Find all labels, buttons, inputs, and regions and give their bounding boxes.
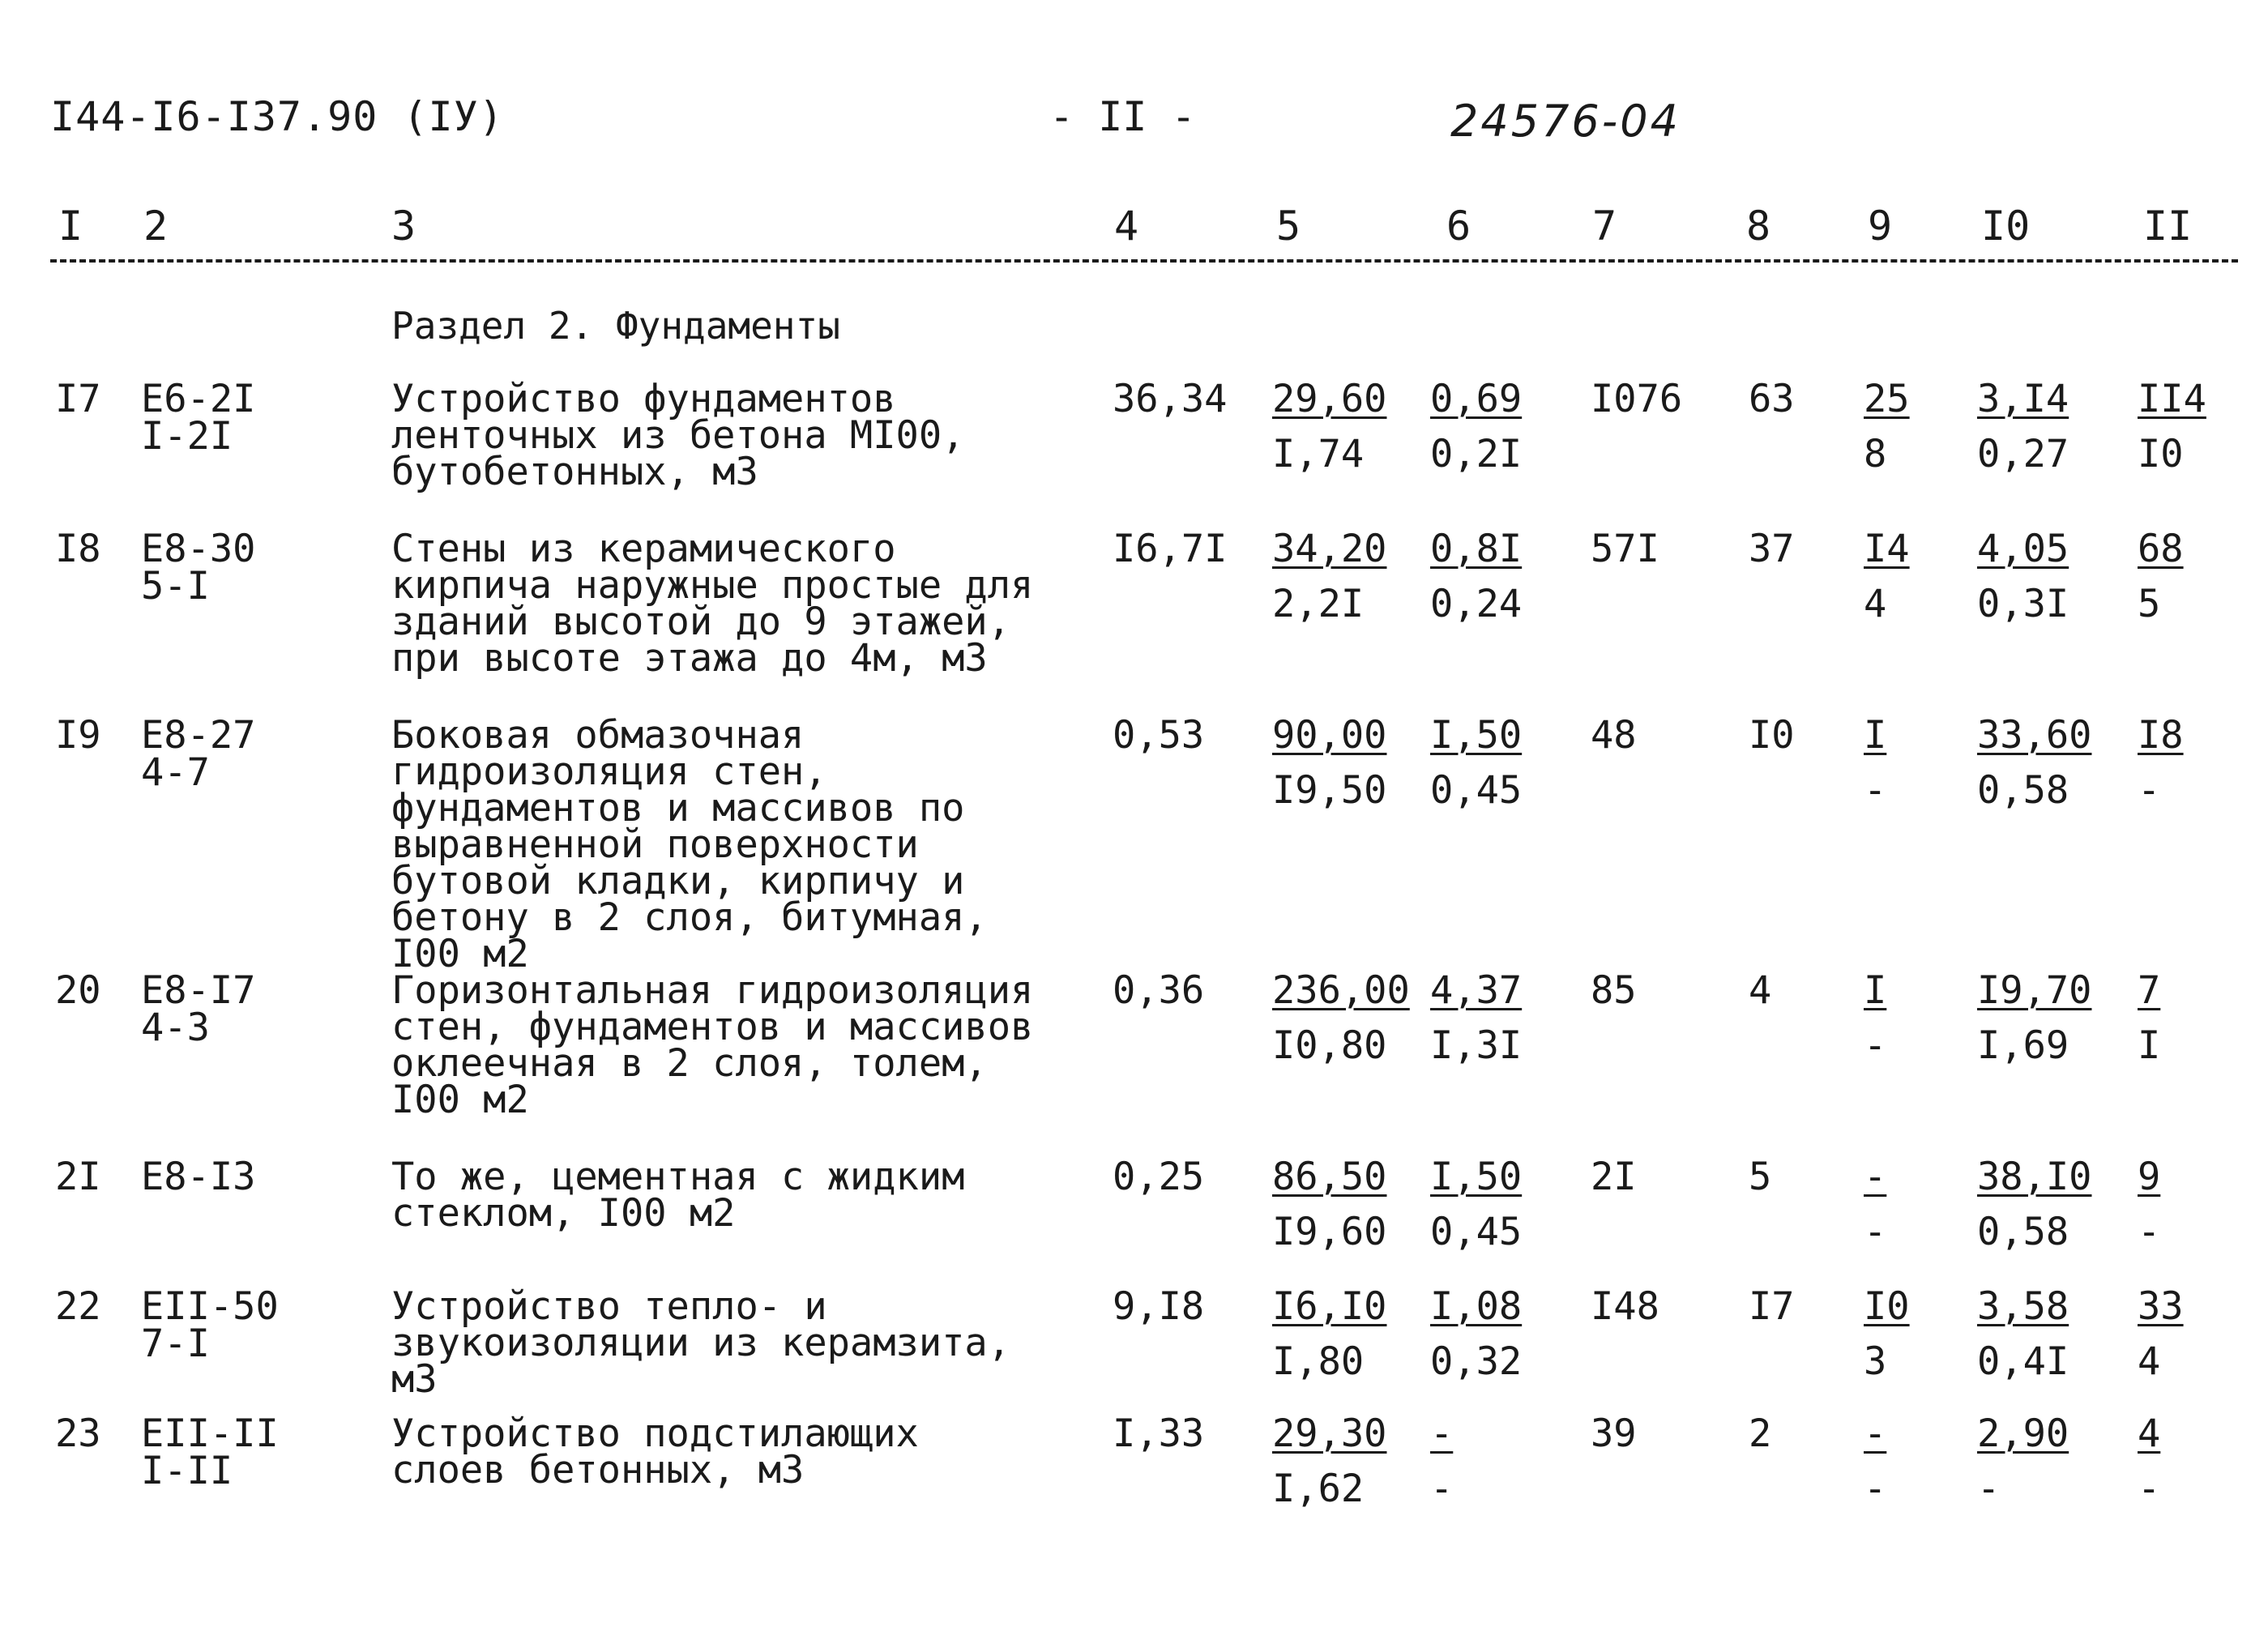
cell-col4: I,33 (1113, 1411, 1205, 1456)
cell-col4: 0,53 (1113, 713, 1205, 758)
cell-col4: 36,34 (1113, 377, 1228, 421)
handwritten-id: 24576-04 (1450, 96, 1681, 147)
cell-col11: 9 - (2138, 1155, 2161, 1254)
cell-col10: 2,90 - (1977, 1411, 2069, 1511)
page-number: - II - (1049, 93, 1196, 140)
cell-col11: $\frac{68}{5}$ (2138, 527, 2184, 626)
cell-col10: $\frac{3,58}{0,4I}$ (1977, 1284, 2069, 1384)
cell-col7: 39 (1591, 1411, 1637, 1456)
cell-col6: $\frac{0,69}{0,2I}$ (1430, 377, 1523, 476)
cell-col7: I076 (1591, 377, 1683, 421)
cell-col10: $\frac{38,I0}{0,58}$ (1977, 1155, 2092, 1254)
row-code: E8-27 4-7 (141, 713, 256, 795)
column-number-row (50, 203, 2238, 263)
column-number: 4 (1114, 203, 1139, 250)
column-number: 3 (391, 203, 416, 250)
row-description: То же, цементная с жидким стеклом, I00 м2 (391, 1155, 965, 1236)
row-code: EII-50 7-I (141, 1284, 279, 1366)
row-number: 20 (55, 968, 101, 1013)
row-description: Боковая обмазочная гидроизоляция стен, фундаментов и массивов по выравненной поверхности бутовой кладки, кирпичу и бетону в 2 слоя, битумная, I00 м2 (391, 713, 988, 976)
row-code: E6-2I I-2I (141, 377, 256, 459)
cell-col8: I7 (1749, 1284, 1795, 1329)
column-number: 2 (143, 203, 169, 250)
row-number: I8 (55, 527, 101, 571)
row-description: Устройство фундаментов ленточных из бетона MI00, бутобетонных, м3 (391, 377, 965, 494)
cell-col6: $\frac{4,37}{I,3I}$ (1430, 968, 1523, 1068)
cell-col6: - - (1430, 1411, 1454, 1511)
column-number: 6 (1446, 203, 1471, 250)
row-description: Устройство подстилающих слоев бетонных, м3 (391, 1411, 919, 1492)
cell-col8: 4 (1749, 968, 1772, 1013)
cell-col7: 57I (1591, 527, 1659, 571)
cell-col11: $\frac{7}{I}$ (2138, 968, 2161, 1068)
cell-col8: 5 (1749, 1155, 1772, 1199)
cell-col9: I - (1864, 713, 1887, 813)
column-number: I (58, 203, 83, 250)
column-number: 9 (1868, 203, 1893, 250)
row-code: EII-II I-II (141, 1411, 279, 1493)
cell-col10: $\frac{I9,70}{I,69}$ (1977, 968, 2092, 1068)
cell-col11: 4 - (2138, 1411, 2161, 1511)
cell-col8: 2 (1749, 1411, 1772, 1456)
row-number: I9 (55, 713, 101, 758)
cell-col5: $\frac{I6,I0}{I,80}$ (1272, 1284, 1387, 1384)
cell-col7: 85 (1591, 968, 1637, 1013)
cell-col4: 0,25 (1113, 1155, 1205, 1199)
column-number: II (2143, 203, 2193, 250)
cell-col7: I48 (1591, 1284, 1659, 1329)
cell-col9: $\frac{25}{8}$ (1864, 377, 1910, 476)
cell-col9: $\frac{I4}{4}$ (1864, 527, 1910, 626)
cell-col10: $\frac{33,60}{0,58}$ (1977, 713, 2092, 813)
cell-col8: 63 (1749, 377, 1795, 421)
cell-col5: $\frac{29,60}{I,74}$ (1272, 377, 1387, 476)
cell-col5: $\frac{29,30}{I,62}$ (1272, 1411, 1387, 1511)
cell-col4: 9,I8 (1113, 1284, 1205, 1329)
row-number: I7 (55, 377, 101, 421)
row-code: E8-I3 (141, 1155, 256, 1199)
row-description: Стены из керамического кирпича наружные простые для зданий высотой до 9 этажей, при высоте этажа до 4м, м3 (391, 527, 1034, 681)
cell-col6: $\frac{I,50}{0,45}$ (1430, 713, 1523, 813)
cell-col4: 0,36 (1113, 968, 1205, 1013)
document-code: I44-I6-I37.90 (IУ) (50, 93, 504, 140)
row-code: E8-I7 4-3 (141, 968, 256, 1050)
cell-col9: $\frac{I0}{3}$ (1864, 1284, 1910, 1384)
cell-col5: $\frac{34,20}{2,2I}$ (1272, 527, 1387, 626)
cell-col9: - - (1864, 1155, 1887, 1254)
cell-col10: $\frac{4,05}{0,3I}$ (1977, 527, 2069, 626)
cell-col4: I6,7I (1113, 527, 1228, 571)
cell-col8: 37 (1749, 527, 1795, 571)
cell-col5: $\frac{90,00}{I9,50}$ (1272, 713, 1387, 813)
cell-col10: $\frac{3,I4}{0,27}$ (1977, 377, 2069, 476)
row-number: 22 (55, 1284, 101, 1329)
cell-col6: $\frac{I,08}{0,32}$ (1430, 1284, 1523, 1384)
cell-col5: $\frac{86,50}{I9,60}$ (1272, 1155, 1387, 1254)
column-number: 7 (1592, 203, 1617, 250)
cell-col6: $\frac{I,50}{0,45}$ (1430, 1155, 1523, 1254)
cell-col5: $\frac{236,00}{I0,80}$ (1272, 968, 1410, 1068)
column-number: 5 (1276, 203, 1301, 250)
row-code: E8-30 5-I (141, 527, 256, 609)
column-number: I0 (1981, 203, 2031, 250)
row-number: 23 (55, 1411, 101, 1456)
cell-col11: $\frac{II4}{I0}$ (2138, 377, 2206, 476)
row-description: Горизонтальная гидроизоляция стен, фундаментов и массивов оклеечная в 2 слоя, толем, I00 м2 (391, 968, 1034, 1122)
cell-col7: 2I (1591, 1155, 1637, 1199)
cell-col8: I0 (1749, 713, 1795, 758)
column-number: 8 (1746, 203, 1771, 250)
cell-col9: - - (1864, 1411, 1887, 1511)
cell-col11: I8 - (2138, 713, 2184, 813)
cell-col11: $\frac{33}{4}$ (2138, 1284, 2184, 1384)
cell-col6: $\frac{0,8I}{0,24}$ (1430, 527, 1523, 626)
row-description: Устройство тепло- и звукоизоляции из керамзита, м3 (391, 1284, 1011, 1402)
section-title: Раздел 2. Фундаменты (391, 304, 840, 348)
cell-col9: I - (1864, 968, 1887, 1068)
cell-col7: 48 (1591, 713, 1637, 758)
row-number: 2I (55, 1155, 101, 1199)
